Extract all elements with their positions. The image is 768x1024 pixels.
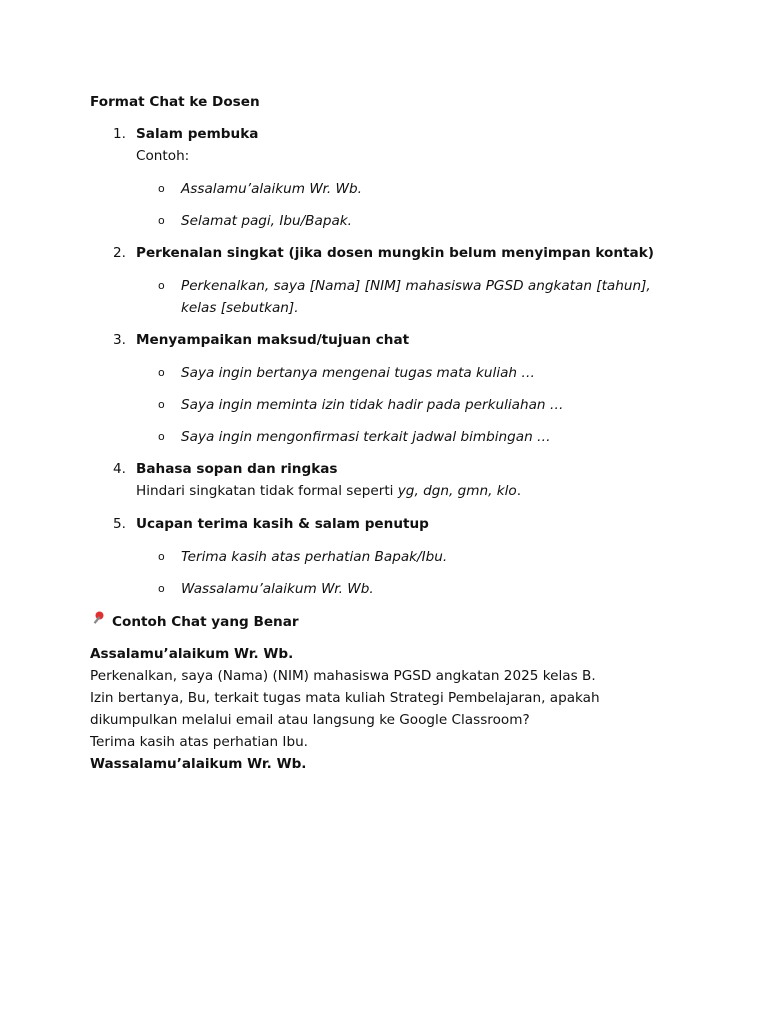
bullet-item: o Selamat pagi, Ibu/Bapak.	[136, 210, 680, 232]
item-heading: Ucapan terima kasih & salam penutup	[136, 516, 429, 532]
bullet-item: o Perkenalkan, saya [Nama] [NIM] mahasiswa PGSD angkatan [tahun], kelas [sebutkan].	[136, 275, 680, 319]
list-item-2	[90, 242, 680, 319]
list-item-1	[90, 123, 680, 232]
item-number: 4.	[113, 461, 126, 477]
circle-bullet-icon: o	[158, 430, 165, 443]
circle-bullet-icon: o	[158, 398, 165, 411]
circle-bullet-icon: o	[158, 550, 165, 563]
item-heading: Perkenalan singkat (jika dosen mungkin belum menyimpan kontak)	[136, 245, 654, 261]
chat-line: Izin bertanya, Bu, terkait tugas mata kuliah Strategi Pembelajaran, apakah dikumpulkan melalui email atau langsung ke Google Classroom?	[90, 690, 600, 728]
pushpin-icon	[90, 610, 106, 633]
bullet-item: o Saya ingin meminta izin tidak hadir pada perkuliahan …	[136, 394, 680, 416]
document-title: Format Chat ke Dosen	[90, 94, 260, 110]
example-heading: Contoh Chat yang Benar	[90, 610, 680, 633]
circle-bullet-icon: o	[158, 279, 165, 292]
circle-bullet-icon: o	[158, 366, 165, 379]
circle-bullet-icon: o	[158, 214, 165, 227]
bullet-list	[136, 362, 680, 448]
item-number: 2.	[113, 245, 126, 261]
chat-greeting: Assalamu’alaikum Wr. Wb.	[90, 646, 294, 662]
item-number: 1.	[113, 126, 126, 142]
bullet-list	[136, 178, 680, 232]
bullet-list	[136, 275, 680, 319]
item-subtext: Contoh:	[136, 148, 190, 164]
list-item-3	[90, 329, 680, 448]
list-item-4	[90, 458, 680, 502]
item-heading: Bahasa sopan dan ringkas	[136, 461, 338, 477]
item-number: 3.	[113, 332, 126, 348]
chat-line: Terima kasih atas perhatian Ibu.	[90, 734, 309, 750]
bullet-item: o Wassalamu’alaikum Wr. Wb.	[136, 578, 680, 600]
bullet-item: o Saya ingin bertanya mengenai tugas mata kuliah …	[136, 362, 680, 384]
bullet-item: o Assalamu’alaikum Wr. Wb.	[136, 178, 680, 200]
bullet-item: o Saya ingin mengonfirmasi terkait jadwal bimbingan …	[136, 426, 680, 448]
item-text: Hindari singkatan tidak formal seperti yg, dgn, gmn, klo.	[136, 483, 522, 499]
item-number: 5.	[113, 516, 126, 532]
item-heading: Menyampaikan maksud/tujuan chat	[136, 332, 410, 348]
list-item-5	[90, 513, 680, 600]
circle-bullet-icon: o	[158, 582, 165, 595]
example-chat	[90, 643, 680, 775]
bullet-list	[136, 546, 680, 600]
bullet-item: o Terima kasih atas perhatian Bapak/Ibu.	[136, 546, 680, 568]
chat-line: Perkenalkan, saya (Nama) (NIM) mahasiswa PGSD angkatan 2025 kelas B.	[90, 668, 596, 684]
item-heading: Salam pembuka	[136, 126, 259, 142]
document-page	[90, 91, 680, 775]
chat-closing: Wassalamu’alaikum Wr. Wb.	[90, 756, 307, 772]
circle-bullet-icon: o	[158, 182, 165, 195]
